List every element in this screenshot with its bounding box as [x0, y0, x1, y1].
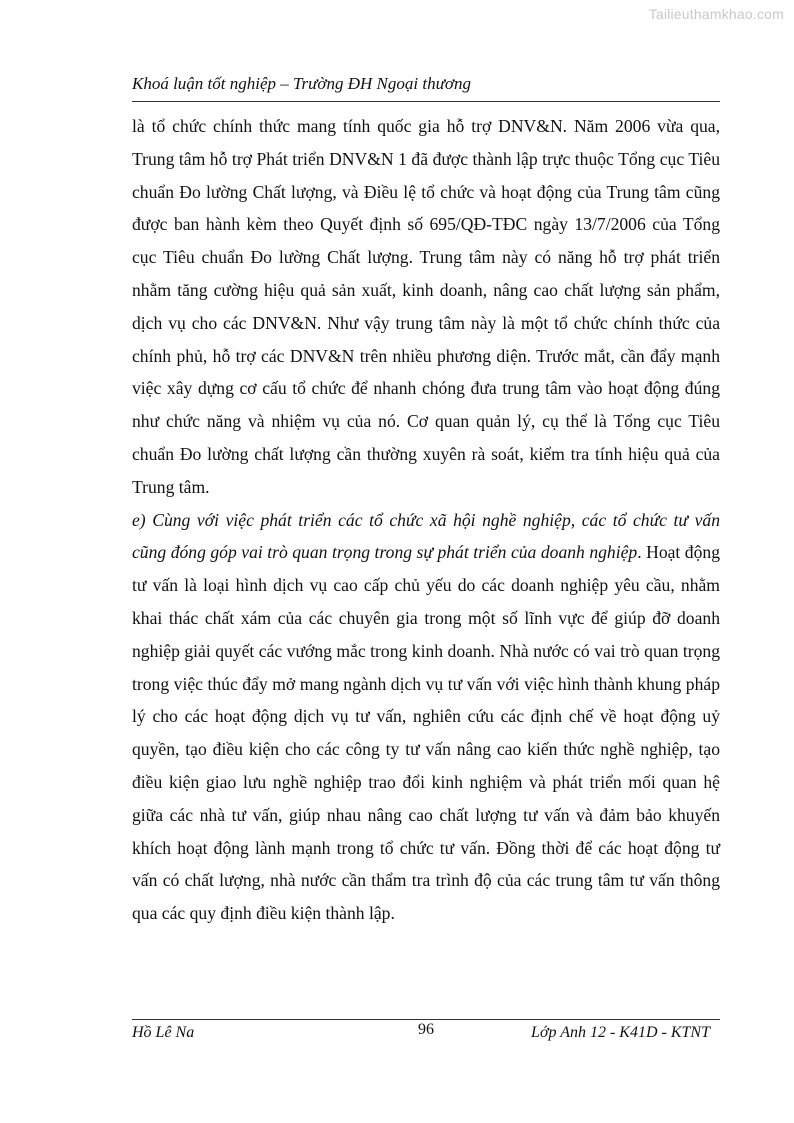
- watermark: Tailieuthamkhao.com: [648, 6, 784, 22]
- footer-author: Hồ Lê Na: [132, 1024, 195, 1041]
- paragraph-2-lead: e) Cùng với việc phát triển các tổ chức xã hội nghề nghiệp, các tổ chức tư vấn cũng đóng góp vai trò quan trọng trong sự phát triển của doanh nghiệp: [132, 509, 720, 563]
- footer-class-info: Lớp Anh 12 - K41D - KTNT: [531, 1024, 710, 1041]
- paragraph-1: là tổ chức chính thức mang tính quốc gia hỗ trợ DNV&N. Năm 2006 vừa qua, Trung tâm hỗ trợ Phát triển DNV&N 1 đã được thành lập trực thuộc Tổng cục Tiêu chuẩn Đo lường Chất lượng, và Điều lệ tổ chức và hoạt động của Trung tâm cũng được ban hành kèm theo Quyết định số 695/QĐ-TĐC ngày 13/7/2006 của Tổng cục Tiêu chuẩn Đo lường Chất lượng. Trung tâm này có năng hỗ trợ phát triển nhằm tăng cường hiệu quả sản xuất, kinh doanh, nâng cao chất lượng sản phẩm, dịch vụ cho các DNV&N. Như vậy trung tâm này là một tổ chức chính thức của chính phủ, hỗ trợ các DNV&N trên nhiều phương diện. Trước mắt, cần đẩy mạnh việc xây dựng cơ cấu tổ chức để nhanh chóng đưa trung tâm vào hoạt động đúng như chức năng và nhiệm vụ của nó. Cơ quan quản lý, cụ thể là Tổng cục Tiêu chuẩn Đo lường chất lượng cần thường xuyên rà soát, kiểm tra tính hiệu quả của Trung tâm.: [132, 116, 720, 497]
- document-body: [132, 110, 720, 930]
- page-footer: [132, 1019, 720, 1045]
- paragraph-2: [132, 504, 720, 930]
- page-header: Khoá luận tốt nghiệp – Trường ĐH Ngoại thương: [132, 73, 720, 102]
- page-number: 96: [418, 1021, 434, 1038]
- paragraph-2-text: . Hoạt động tư vấn là loại hình dịch vụ cao cấp chủ yếu do các doanh nghiệp yêu cầu, nhằm khai thác chất xám của các chuyên gia trong một số lĩnh vực để giúp đỡ doanh nghiệp giải quyết các vướng mắc trong kinh doanh. Nhà nước có vai trò quan trọng trong việc thúc đẩy mở mang ngành dịch vụ tư vấn với việc hình thành khung pháp lý cho các hoạt động dịch vụ tư vấn, nghiên cứu các định chế về hoạt động uỷ quyền, tạo điều kiện cho các công ty tư vấn nâng cao kiến thức nghề nghiệp, tạo điều kiện giao lưu nghề nghiệp trao đổi kinh nghiệm và phát triển mối quan hệ giữa các nhà tư vấn, giúp nhau nâng cao chất lượng tư vấn và đảm bảo khuyến khích hoạt động lành mạnh trong tổ chức tư vấn. Đồng thời để các hoạt động tư vấn có chất lượng, nhà nước cần thẩm tra trình độ của các trung tâm tư vấn thông qua các quy định điều kiện thành lập.: [132, 542, 720, 924]
